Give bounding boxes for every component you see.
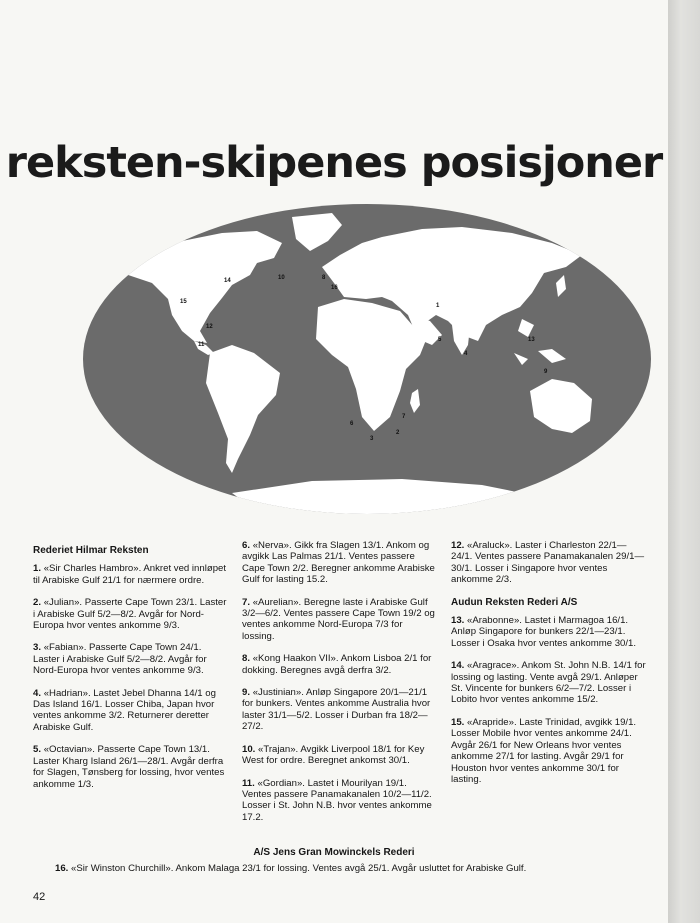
- marker-12: 12: [206, 324, 213, 330]
- page-edge: [668, 0, 700, 923]
- marker-5: 5: [438, 337, 442, 343]
- page-number: 42: [33, 891, 46, 903]
- marker-7: 7: [402, 414, 406, 420]
- marker-9: 9: [544, 369, 548, 375]
- ship-entry: 12. «Araluck». Laster i Charleston 22/1—24/1. Ventes passere Panamakanalen 29/1—30/1. Losser i Singapore hvor ventes ankomme 2/3.: [451, 540, 645, 586]
- marker-6: 6: [350, 421, 354, 427]
- ship-entry: 5. «Octavian». Passerte Cape Town 13/1. Laster Kharg Island 26/1—28/1. Avgår derfra for Slagen, Tønsberg for lossing, hvor ventes ankomme 1/3.: [33, 744, 225, 790]
- marker-1: 1: [436, 303, 440, 309]
- company-heading-audun: Audun Reksten Rederi A/S: [451, 596, 578, 608]
- ship-entry: 2. «Julian». Passerte Cape Town 23/1. Laster i Arabiske Gulf 5/2—8/2. Avgår for Nord-Europa hvor ventes ankomme 9/3.: [33, 597, 227, 632]
- marker-8: 8: [322, 275, 326, 281]
- marker-13: 13: [528, 337, 535, 343]
- column-1: [33, 540, 228, 801]
- ship-entry: 6. «Nerva». Gikk fra Slagen 13/1. Ankom og avgikk Las Palmas 21/1. Ventes passere Cape Town 2/2. Beregner ankomme Arabiske Gulf for lasting 15.2.: [242, 540, 435, 586]
- marker-4: 4: [464, 351, 468, 357]
- ship-entry: 1. «Sir Charles Hambro». Ankret ved innløpet til Arabiske Gulf 21/1 for nærmere ordre.: [33, 563, 227, 586]
- column-2: [242, 540, 437, 834]
- marker-14: 14: [224, 278, 231, 284]
- company-heading-hilmar: Rederiet Hilmar Reksten: [33, 545, 149, 556]
- marker-11: 11: [198, 342, 205, 348]
- ship-entry: 7. «Aurelian». Beregne laste i Arabiske Gulf 3/2—6/2. Ventes passere Cape Town 19/2 og ventes ankomme Nord-Europa 7/3 for lossing.: [242, 596, 435, 642]
- page-title: reksten-skipenes posisjoner: [5, 138, 663, 188]
- world-map: [82, 203, 652, 515]
- column-3: [451, 540, 646, 796]
- marker-3: 3: [370, 436, 374, 442]
- company-heading-mowinckel: A/S Jens Gran Mowinckels Rederi: [253, 847, 415, 858]
- ship-entry: 13. «Arabonne». Lastet i Marmagoa 16/1. Anløp Singapore for bunkers 22/1—23/1. Losser i Osaka hvor ventes ankomme 30/1.: [451, 615, 637, 649]
- ship-entry: 8. «Kong Haakon VII». Ankom Lisboa 2/1 for dokking. Beregnes avgå derfra 3/2.: [242, 653, 432, 676]
- ship-entry: 15. «Arapride». Laste Trinidad, avgikk 19/1. Losser Mobile hvor ventes ankomme 24/1. Avgår 26/1 for New Orleans hvor ventes ankomme 27/1 for lasting. Avgår 29/1 for Houston hvor ventes ankomme 30/1 for lasting.: [451, 716, 637, 785]
- ship-entry: 11. «Gordian». Lastet i Mourilyan 19/1. Ventes passere Panamakanalen 10/2—11/2. Losser i St. John N.B. hvor ventes ankomme 17.2.: [242, 777, 432, 823]
- ship-entry: 4. «Hadrian». Lastet Jebel Dhanna 14/1 og Das Island 16/1. Losser Chiba, Japan hvor ventes ankomme 3/2. Returnerer deretter Arabiske Gulf.: [33, 687, 216, 733]
- marker-15: 15: [180, 299, 187, 305]
- ship-entry: 10. «Trajan». Avgikk Liverpool 18/1 for Key West for ordre. Beregnet ankomst 30/1.: [242, 743, 425, 767]
- ship-entry: 3. «Fabian». Passerte Cape Town 24/1. Laster i Arabiske Gulf 5/2—8/2. Avgår for Nord-Europa hvor ventes ankomme 9/3.: [33, 642, 207, 677]
- marker-16: 16: [331, 285, 338, 291]
- marker-10: 10: [278, 275, 285, 281]
- ship-entry: 14. «Aragrace». Ankom St. John N.B. 14/1 for lossing og lasting. Vente avgå 29/1. Anløper St. Vincente for bunkers 6/2—7/2. Losser i Lobito hvor ventes ankomme 15/2.: [451, 660, 646, 706]
- marker-2: 2: [396, 430, 400, 436]
- ship-entry-16: 16. «Sir Winston Churchill». Ankom Malaga 23/1 for lossing. Ventes avgå 25/1. Avgår usluttet for Arabiske Gulf.: [55, 863, 527, 874]
- ship-entry: 9. «Justinian». Anløp Singapore 20/1—21/1 for bunkers. Ventes ankomme Australia hvor laster 31/1—5/2. Losser i Durban fra 18/2—27/2.: [242, 687, 431, 733]
